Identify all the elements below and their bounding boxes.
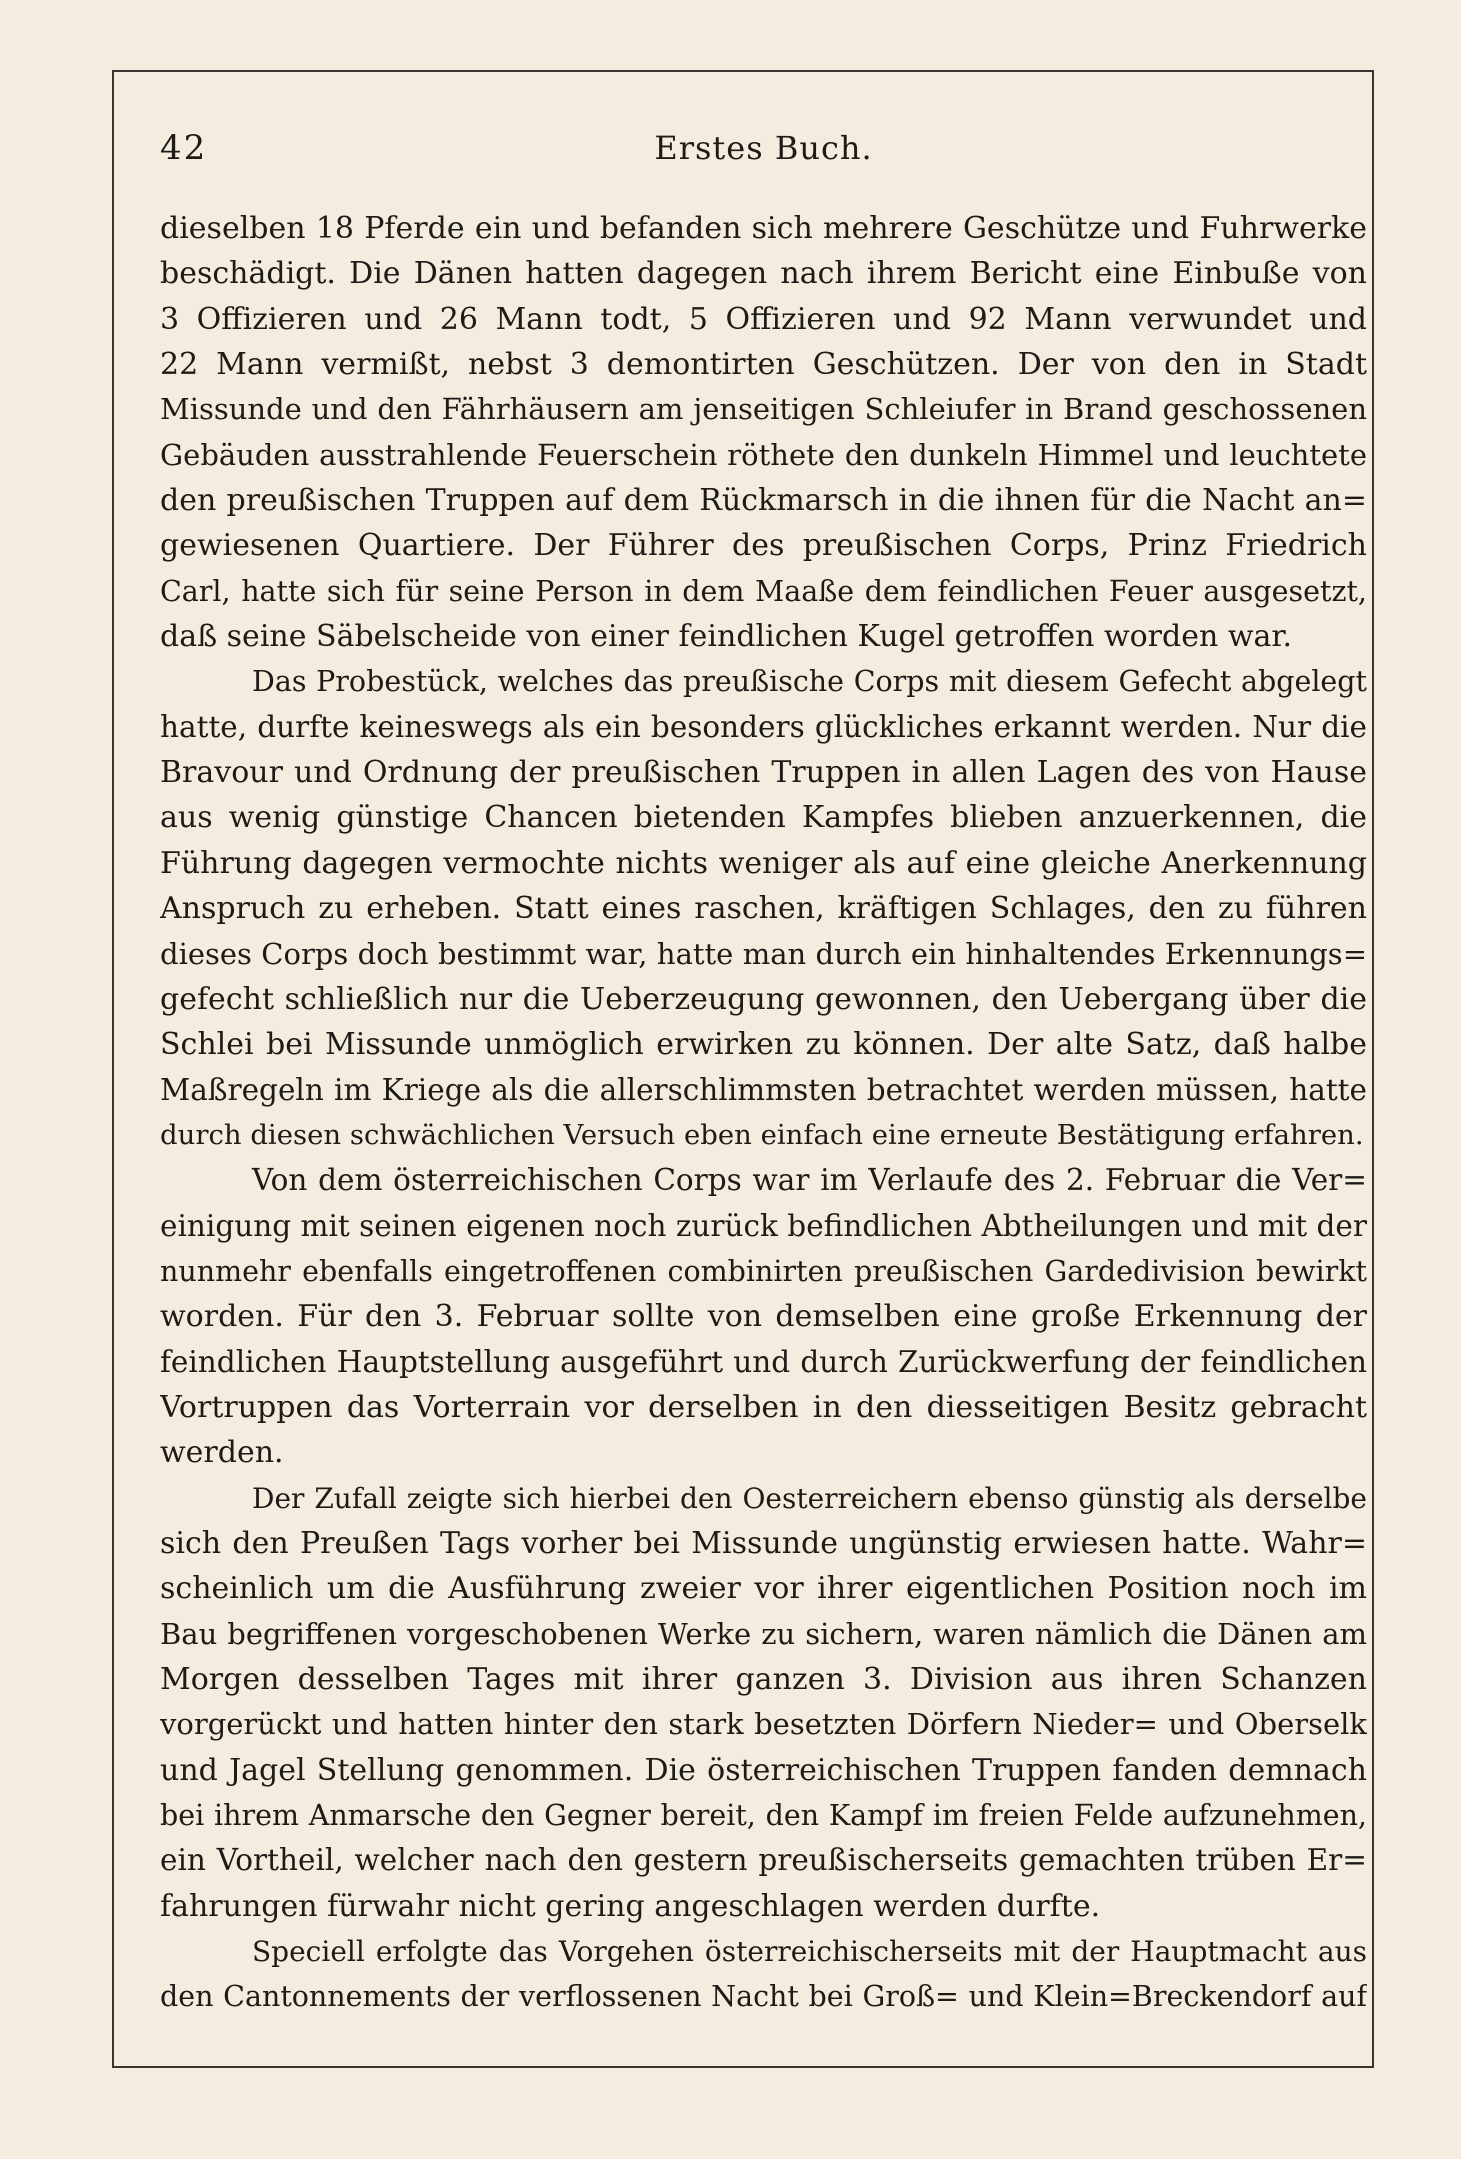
- text-line: feindlichen Hauptstellung ausgeführt und durch Zurückwerfung der feindlichen: [160, 1344, 1367, 1379]
- text-line: gewiesenen Quartiere. Der Führer des preußischen Corps, Prinz Friedrich: [160, 528, 1367, 564]
- body-text: [160, 206, 1367, 2020]
- text-line: den preußischen Truppen auf dem Rückmarsch in die ihnen für die Nacht an=: [160, 483, 1367, 519]
- text-line: sich den Preußen Tags vorher bei Missunde ungünstig erwiesen hatte. Wahr=: [160, 1525, 1367, 1561]
- page-number: 42: [160, 128, 208, 168]
- text-line: fahrungen fürwahr nicht gering angeschlagen werden durfte.: [160, 1888, 1101, 1924]
- text-line: Missunde und den Fährhäusern am jenseitigen Schleiufer in Brand geschossenen: [160, 392, 1367, 427]
- text-line: Carl, hatte sich für seine Person in dem Maaße dem feindlichen Feuer ausgesetzt,: [160, 574, 1367, 608]
- running-title: Erstes Buch.: [654, 129, 873, 167]
- text-line: daß seine Säbelscheide von einer feindlichen Kugel getroffen worden war.: [160, 619, 1292, 655]
- text-line: aus wenig günstige Chancen bietenden Kampfes blieben anzuerkennen, die: [160, 800, 1367, 836]
- text-line: worden. Für den 3. Februar sollte von demselben eine große Erkennung der: [160, 1299, 1367, 1335]
- text-line: beschädigt. Die Dänen hatten dagegen nach ihrem Bericht eine Einbuße von: [160, 256, 1367, 292]
- text-line: Vortruppen das Vorterrain vor derselben in den diesseitigen Besitz gebracht: [160, 1389, 1367, 1425]
- text-line: Von dem österreichischen Corps war im Verlaufe des 2. Februar die Ver=: [252, 1163, 1367, 1198]
- text-line: Gebäuden ausstrahlende Feuerschein röthete den dunkeln Himmel und leuchtete: [160, 437, 1367, 472]
- text-line: gefecht schließlich nur die Ueberzeugung gewonnen, den Uebergang über die: [160, 981, 1367, 1017]
- text-line: Maßregeln im Kriege als die allerschlimmsten betrachtet werden müssen, hatte: [160, 1072, 1367, 1107]
- frame-rule-bottom: [112, 2066, 1374, 2068]
- text-line: ein Vortheil, welcher nach den gestern preußischerseits gemachten trüben Er=: [160, 1843, 1367, 1878]
- text-line: Bau begriffenen vorgeschobenen Werke zu sichern, waren nämlich die Dänen am: [160, 1616, 1367, 1651]
- text-line: vorgerückt und hatten hinter den stark besetzten Dörfern Nieder= und Oberselk: [160, 1707, 1367, 1742]
- text-line: Schlei bei Missunde unmöglich erwirken zu können. Der alte Satz, daß halbe: [160, 1027, 1367, 1063]
- text-line: Der Zufall zeigte sich hierbei den Oesterreichern ebenso günstig als derselbe: [252, 1481, 1367, 1515]
- text-line: Das Probestück, welches das preußische Corps mit diesem Gefecht abgelegt: [252, 665, 1367, 699]
- frame-rule-left: [112, 70, 114, 2068]
- text-line: durch diesen schwächlichen Versuch eben einfach eine erneute Bestätigung erfahren.: [160, 1118, 1364, 1151]
- text-line: 22 Mann vermißt, nebst 3 demontirten Geschützen. Der von den in Stadt: [160, 347, 1367, 383]
- text-line: den Cantonnements der verflossenen Nacht bei Groß= und Klein=Breckendorf auf: [160, 1980, 1367, 2014]
- text-line: Führung dagegen vermochte nichts weniger als auf eine gleiche Anerkennung: [160, 845, 1367, 881]
- text-line: Anspruch zu erheben. Statt eines raschen, kräftigen Schlages, den zu führen: [160, 891, 1367, 927]
- text-line: und Jagel Stellung genommen. Die österreichischen Truppen fanden demnach: [160, 1752, 1367, 1788]
- text-line: hatte, durfte keineswegs als ein besonders glückliches erkannt werden. Nur die: [160, 709, 1367, 744]
- text-line: dieselben 18 Pferde ein und befanden sich mehrere Geschütze und Fuhrwerke: [160, 211, 1367, 246]
- text-line: Bravour und Ordnung der preußischen Truppen in allen Lagen des von Hause: [160, 755, 1367, 791]
- page-header: [160, 124, 1367, 172]
- text-line: 3 Offizieren und 26 Mann todt, 5 Offizieren und 92 Mann verwundet und: [160, 301, 1367, 337]
- text-line: scheinlich um die Ausführung zweier vor ihrer eigentlichen Position noch im: [160, 1571, 1367, 1607]
- text-line: bei ihrem Anmarsche den Gegner bereit, den Kampf im freien Felde aufzunehmen,: [160, 1799, 1367, 1833]
- frame-rule-top: [112, 70, 1374, 72]
- text-line: einigung mit seinen eigenen noch zurück befindlichen Abtheilungen und mit der: [160, 1208, 1367, 1243]
- text-line: Morgen desselben Tages mit ihrer ganzen 3. Division aus ihren Schanzen: [160, 1662, 1367, 1697]
- text-line: dieses Corps doch bestimmt war, hatte man durch ein hinhaltendes Erkennungs=: [160, 936, 1367, 971]
- text-line: Speciell erfolgte das Vorgehen österreichischerseits mit der Hauptmacht aus: [252, 1935, 1367, 1969]
- frame-rule-right: [1372, 70, 1374, 2068]
- text-line: nunmehr ebenfalls eingetroffenen combinirten preußischen Gardedivision bewirkt: [160, 1254, 1367, 1288]
- text-line: werden.: [160, 1435, 284, 1471]
